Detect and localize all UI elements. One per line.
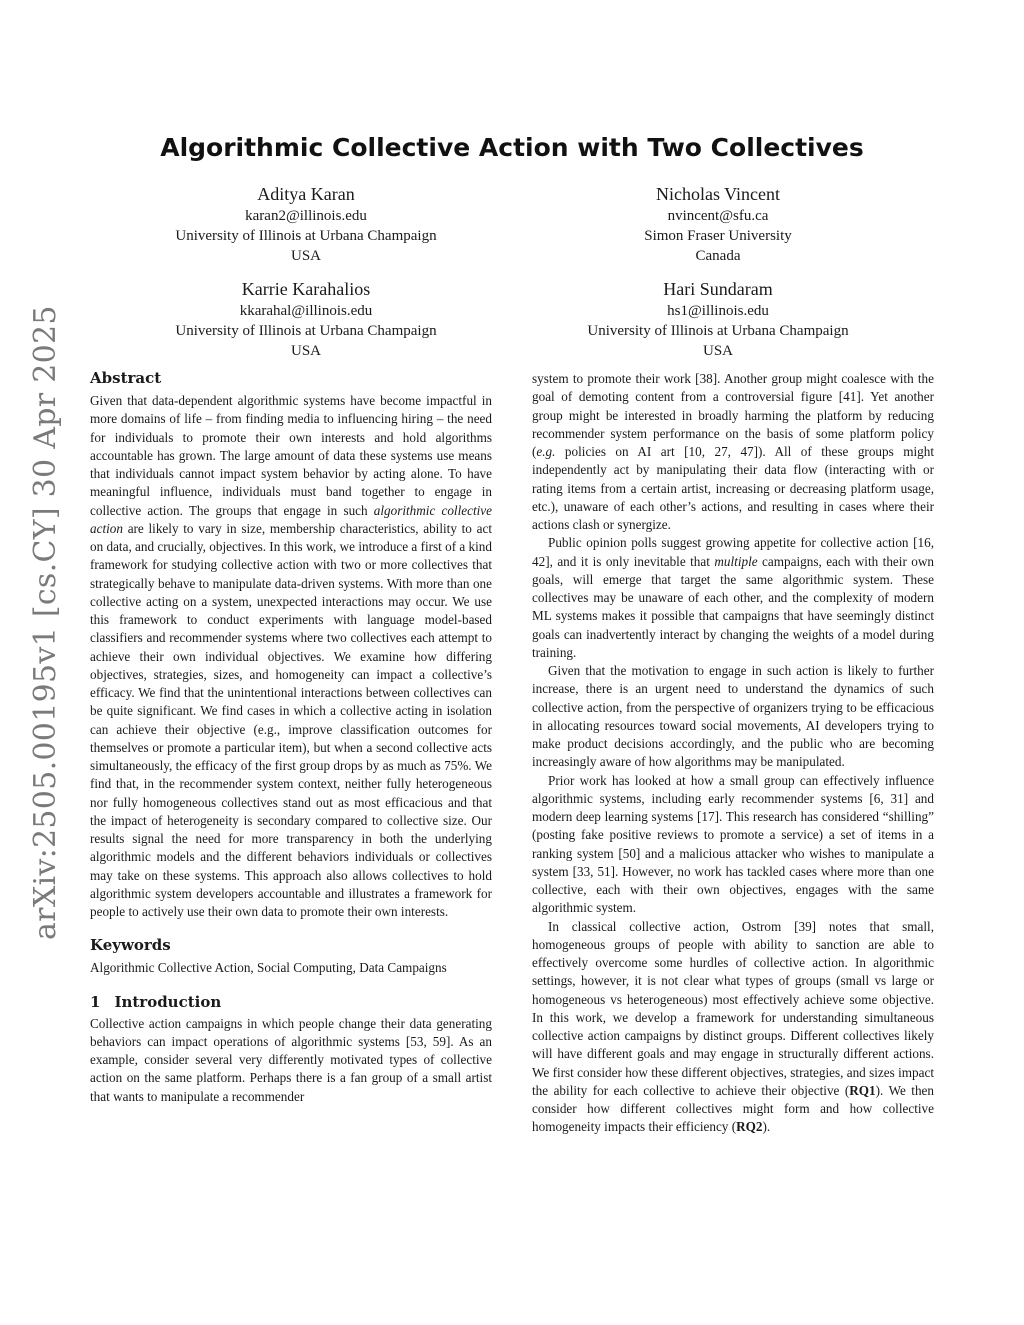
emphasis-text: multiple <box>714 553 758 569</box>
author-email[interactable]: karan2@illinois.edu <box>245 208 367 224</box>
paragraph-text: ). <box>762 1119 771 1135</box>
author-block <box>86 277 526 361</box>
emphasis-text: e.g. <box>536 444 556 459</box>
author-name: Aditya Karan <box>257 184 355 204</box>
section-title: Introduction <box>114 992 222 1011</box>
paragraph-text: campaigns, each with their own goals, will emerge that target the same algorithmic system. These collectives may be unaware of each other, and the complexity of modern ML systems makes it possible that campaigns that have seemingly distinct goals can inadvertently interact by changing the weights of a model during training. <box>532 553 934 660</box>
author-email[interactable]: kkarahal@illinois.edu <box>239 303 373 319</box>
abstract-emphasis: algorithmic collective action <box>90 502 492 536</box>
author-affiliation: University of Illinois at Urbana Champaign <box>175 228 437 244</box>
keywords-heading: Keywords <box>90 936 171 955</box>
introduction-heading <box>90 992 492 1012</box>
author-name: Nicholas Vincent <box>655 184 781 204</box>
author-affiliation: University of Illinois at Urbana Champaign <box>587 323 849 339</box>
paragraph-text: In classical collective action, Ostrom [39] notes that small, homogeneous groups of people with ability to sanction are able to effectively overcome some hurdles of collective action. In algorithmic settings, however, it is not clear what types of groups (small vs large or homogeneous vs heterogeneous) most effectively achieve some objective. In this work, we develop a framework for understanding simultaneous collective action campaigns by distinct groups. Different collectives likely will have different goals and may engage in structurally different actions. We first consider how these different objectives, strategies, and sizes impact the ability for each collective to achieve their objective ( <box>532 918 934 1098</box>
keywords-text: Algorithmic Collective Action, Social Computing, Data Campaigns <box>90 960 447 976</box>
body-paragraph: Given that the motivation to engage in such action is likely to further increase, there is an urgent need to understand the dynamics of such collective action, from the perspective of organizers trying to be efficacious in allocating resources toward social movements, AI developers trying to make product decisions accordingly, and the public who are becoming increasingly aware of how algorithms may be manipulated. <box>532 663 934 770</box>
abstract-text-part: are likely to vary in size, membership characteristics, ability to act on data, and crucially, objectives. In this work, we introduce a first of a kind framework for studying collective action with two or more collectives that strategically behave to manipulate data-driven systems. With more than one collective acting on a system, unexpected interactions may occur. We use this framework to conduct experiments with language model-based classifiers and recommender systems where two collectives each attempt to achieve their own individual objectives. We examine how differing objectives, strategies, sizes, and homogeneity can impact a collective’s efficacy. We find that the unintentional interactions between collectives can be quite significant. We find cases in which a collective acting in isolation can achieve their objective (e.g., improve classification outcomes for themselves or promote a particular item), but when a second collective acts simultaneously, the efficacy of the first group drops by as much as 75%. We find that, in the recommender system context, neither fully heterogeneous nor fully homogeneous collectives stand out as most efficacious and that the impact of heterogeneity is secondary compared to collective size. Our results signal the need for more transparency in both the underlying algorithmic models and the different behaviors individuals or collectives may take on these systems. This approach also allows collectives to hold algorithmic system developers accountable and illustrates a framework for people to actively use their own data to promote their own interests. <box>90 520 492 919</box>
author-country: USA <box>290 343 321 359</box>
author-country: USA <box>702 343 733 359</box>
left-column <box>90 368 492 1106</box>
author-email[interactable]: hs1@illinois.edu <box>667 303 769 319</box>
author-block <box>86 182 526 266</box>
body-paragraph: Prior work has looked at how a small group can effectively influence algorithmic systems, including early recommender systems [6, 31] and modern deep learning systems [17]. This research has considered “shilling” (posting fake positive reviews to promote a service) a set of items in a ranking system [50] and a malicious attacker who wishes to manipulate a system [33, 51]. However, no work has tackled cases where more than one collective, each with their own objectives, engages with the same algorithmic system. <box>532 772 934 916</box>
body-paragraph <box>532 534 934 662</box>
author-email[interactable]: nvincent@sfu.ca <box>667 208 769 224</box>
research-question-label: RQ1 <box>849 1082 876 1098</box>
paragraph-text: Public opinion polls suggest growing appetite for collective action [16, 42], and it is only inevitable that <box>532 535 934 569</box>
body-paragraph <box>532 370 934 534</box>
author-block <box>498 182 938 266</box>
right-column <box>532 370 934 1137</box>
author-name: Karrie Karahalios <box>241 279 371 299</box>
paragraph-text: policies on AI art [10, 27, 47]). All of these groups might independently act by manipulating their data flow (interacting with or rating items from a certain artist, increasing or decreasing platform usage, etc.), unaware of each other’s actions, and resulting in cases where their actions clash or synergize. <box>532 444 934 532</box>
author-affiliation: Simon Fraser University <box>644 228 792 244</box>
abstract-text <box>90 392 492 921</box>
author-block <box>498 277 938 361</box>
author-affiliation: University of Illinois at Urbana Champaign <box>175 323 437 339</box>
abstract-text-part: Given that data-dependent algorithmic systems have become impactful in more domains of life – from finding media to influencing hiring – the need for individuals to promote their own interests and hold algorithms accountable has grown. The large amount of data these systems use means that individuals cannot impact system behavior by acting alone. To have meaningful influence, individuals must band together to engage in collective action. The groups that engage in such <box>90 393 492 518</box>
author-name: Hari Sundaram <box>663 279 773 299</box>
author-country: USA <box>290 248 321 264</box>
paper-title: Algorithmic Collective Action with Two Collectives <box>160 133 864 162</box>
intro-paragraph: Collective action campaigns in which people change their data generating behaviors can impact operations of algorithmic systems [53, 59]. As an example, consider several very differently motivated types of collective action on the same platform. Perhaps there is a fan group of a small artist that wants to manipulate a recommender <box>90 1015 492 1104</box>
body-paragraph <box>532 918 934 1137</box>
author-country: Canada <box>695 248 741 264</box>
section-number: 1 <box>90 992 101 1011</box>
paragraph-text: ). We then consider how different collectives might form and how collective homogeneity impacts their efficiency ( <box>532 1082 934 1135</box>
arxiv-identifier-stamp[interactable]: arXiv:2505.00195v1 [cs.CY] 30 Apr 2025 <box>28 305 63 940</box>
paragraph-text: system to promote their work [38]. Another group might coalesce with the goal of demoting content from a controversial figure [41]. Yet another group might be interested in broadly harming the platform by reducing recommender system performance on the basis of some platform policy ( <box>532 371 934 459</box>
research-question-label: RQ2 <box>736 1119 763 1135</box>
abstract-heading: Abstract <box>90 369 162 387</box>
